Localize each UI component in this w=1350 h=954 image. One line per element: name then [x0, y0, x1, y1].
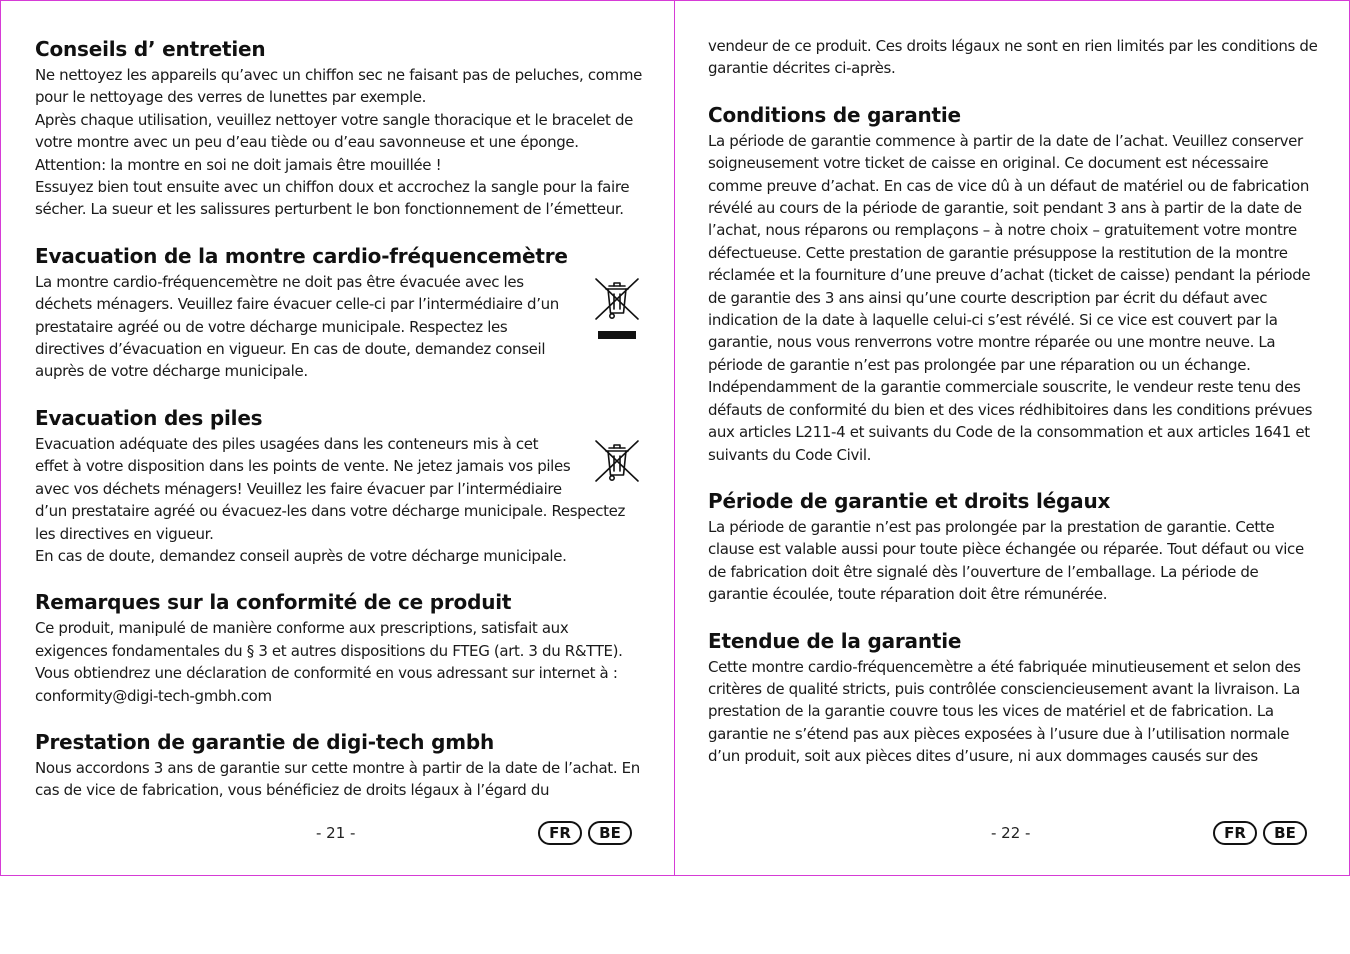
heading-warranty-scope: Etendue de la garantie [708, 628, 962, 653]
paragraph: Ce produit, manipulé de manière conforme aux prescriptions, satisfait aux exigences fondamentales du § 3 et autres dispositions du FTEG (art. 3 du R&TTE). Vous obtiendrez une déclaration de conformité en vous adressant sur internet à : [35, 619, 623, 683]
page-22 [674, 0, 1350, 876]
badge-be: BE [1263, 821, 1307, 845]
paragraph: En cas de doute, demandez conseil auprès de votre décharge municipale. [35, 546, 567, 565]
heading-maintenance: Conseils d’ entretien [35, 37, 266, 61]
crossed-out-wheelie-bin-icon [591, 277, 643, 339]
section-watch-disposal [35, 242, 645, 383]
heading-conformity: Remarques sur la conformité de ce produit [35, 590, 512, 615]
paragraph: Indépendamment de la garantie commerciale souscrite, le vendeur reste tenu des défauts de conformité du bien et des vices rédhibitoires dans les conditions prévues aux articles L211-4 et suivants du Code de la consommation et aux articles 1641 et suivants du Code Civil. [708, 378, 1313, 464]
paragraph: Cette montre cardio-fréquencemètre a été fabriquée minutieusement et selon des critères de qualité stricts, puis contrôlée consciencieusement avant la livraison. La prestation de la garantie couvre tous les vices de matériel et de fabrication. La garantie ne s’étend pas aux pièces exposées à l’usure due à l’utilisation normale d’un produit, soit aux pièces dites d’usure, ni aux dommages causés sur des [708, 657, 1301, 766]
bin-underline-bar [598, 331, 636, 339]
heading-battery-disposal: Evacuation des piles [35, 405, 263, 430]
page-number: - 21 - [316, 824, 356, 842]
page-footer [675, 821, 1349, 851]
paragraph: La période de garantie commence à partir de la date de l’achat. Veuillez conserver soigneusement votre ticket de caisse en original. Ce document est nécessaire comme preuve d’achat. En cas de vice dû à un défaut de matériel ou de fabrication révélé au cours de la période de garantie, soit pendant 3 ans à partir de la date de l’achat, nous réparons ou remplaçons – à notre choix – gratuitement votre montre défectueuse. Cette prestation de garantie présuppose la restitution de la montre réclamée et la fourniture d’une preuve d’achat (ticket de caisse) pendant la période de garantie des 3 ans ainsi qu’une courte description par écrit du défaut avec indication de la date à laquelle celui-ci s’est révélé. Si ce vice est couvert par la garantie, nous vous renverrons votre montre réparée ou une montre neuve. La période de garantie n’est pas prolongée par une réparation ou un échange. [708, 131, 1311, 374]
page-number: - 22 - [991, 824, 1031, 842]
paragraph: Evacuation adéquate des piles usagées dans les conteneurs mis à cet effet à votre disposition dans les points de vente. Ne jetez jamais vos piles avec vos déchets ménagers! Veuillez les faire évacuer par l’intermédiaire d’un prestataire agréé ou évacuez-les dans votre décharge municipale. Respectez les directives en vigueur. [35, 434, 626, 543]
conformity-email: conformity@digi-tech-gmbh.com [35, 686, 272, 705]
paragraph: La période de garantie n’est pas prolongée par la prestation de garantie. Cette clause est valable aussi pour toute pièce échangée ou réparée. Tout défaut ou vice de fabrication doit être signalé dès l’ouverture de l’emballage. La période de garantie écoulée, toute réparation doit être rémunérée. [708, 517, 1304, 604]
wheelie-bin-icon [594, 439, 640, 483]
section-warranty-service [35, 728, 645, 802]
crossed-out-wheelie-bin-icon [591, 439, 643, 483]
page-footer [1, 821, 674, 851]
paragraph: Ne nettoyez les appareils qu’avec un chiffon sec ne faisant pas de peluches, comme pour le nettoyage des verres de lunettes par exemple. [35, 66, 642, 107]
paragraph: Après chaque utilisation, veuillez nettoyer votre sangle thoracique et le bracelet de votre montre avec un peu d’eau tiède ou d’eau savonneuse et une éponge. [35, 110, 634, 152]
continued-text [708, 35, 1320, 80]
paragraph: vendeur de ce produit. Ces droits légaux ne sont en rien limités par les conditions de garantie décrites ci-après. [708, 37, 1318, 78]
badge-fr: FR [538, 821, 582, 845]
section-conformity [35, 588, 645, 707]
paragraph: La montre cardio-fréquencemètre ne doit pas être évacuée avec les déchets ménagers. Veuillez faire évacuer celle-ci par l’intermédiaire d’un prestataire agréé ou de votre décharge municipale. Respectez les directives d’évacuation en vigueur. En cas de doute, demandez conseil auprès de votre décharge municipale. [35, 272, 559, 381]
paragraph: Nous accordons 3 ans de garantie sur cette montre à partir de la date de l’achat. En cas de vice de fabrication, vous bénéficiez de droits légaux à l’égard du [35, 758, 640, 800]
badge-fr: FR [1213, 821, 1257, 845]
section-warranty-conditions [708, 101, 1320, 466]
page-21-content [35, 35, 645, 823]
heading-warranty-service: Prestation de garantie de digi-tech gmbh [35, 729, 494, 754]
language-badges [538, 821, 632, 845]
section-maintenance [35, 35, 645, 221]
wheelie-bin-icon [594, 277, 640, 321]
section-warranty-scope [708, 627, 1320, 768]
heading-warranty-conditions: Conditions de garantie [708, 102, 961, 127]
section-battery-disposal [35, 404, 645, 567]
section-warranty-period [708, 487, 1320, 606]
page-22-content [708, 35, 1320, 789]
paragraph: Attention: la montre en soi ne doit jamais être mouillée ! [35, 155, 442, 174]
heading-watch-disposal: Evacuation de la montre cardio-fréquencemètre [35, 243, 568, 268]
paragraph: Essuyez bien tout ensuite avec un chiffon doux et accrochez la sangle pour la faire sécher. La sueur et les salissures perturbent le bon fonctionnement de l’émetteur. [35, 178, 630, 219]
language-badges [1213, 821, 1307, 845]
badge-be: BE [588, 821, 632, 845]
heading-warranty-period: Période de garantie et droits légaux [708, 488, 1111, 513]
page-21 [0, 0, 675, 876]
